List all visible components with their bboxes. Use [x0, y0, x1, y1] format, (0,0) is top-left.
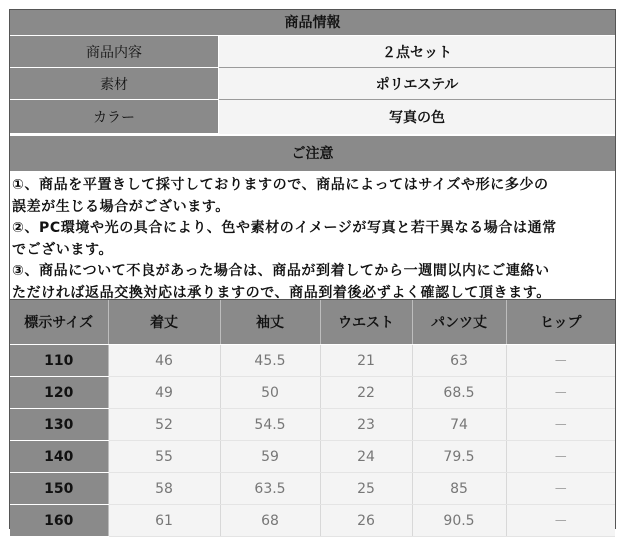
table-row	[10, 345, 615, 377]
measure-cell: 68	[220, 505, 320, 537]
caution-line: ②、PC環境や光の具合により、色や素材のイメージが写真と若干異なる場合は通常	[12, 220, 557, 236]
measure-cell: 74	[412, 409, 506, 441]
measure-cell: －	[506, 441, 615, 473]
size-table	[10, 300, 615, 537]
size-cell: 120	[10, 377, 108, 409]
measure-cell: 25	[320, 473, 412, 505]
info-value: ２点セット	[219, 36, 615, 68]
measure-cell: 90.5	[412, 505, 506, 537]
table-row	[10, 377, 615, 409]
measure-cell: －	[506, 473, 615, 505]
measure-cell: 79.5	[412, 441, 506, 473]
measure-cell: 61	[108, 505, 220, 537]
caution-header: ご注意	[10, 136, 615, 172]
measure-cell: 46	[108, 345, 220, 377]
caution-notes	[10, 172, 615, 300]
table-row	[10, 473, 615, 505]
size-cell: 160	[10, 505, 108, 537]
measure-cell: －	[506, 409, 615, 441]
info-row-color	[10, 100, 615, 134]
measure-cell: 59	[220, 441, 320, 473]
measure-cell: 52	[108, 409, 220, 441]
info-row-material	[10, 68, 615, 100]
size-header-cell: ウエスト	[320, 300, 412, 345]
measure-cell: 26	[320, 505, 412, 537]
table-row	[10, 409, 615, 441]
measure-cell: 49	[108, 377, 220, 409]
measure-cell: 55	[108, 441, 220, 473]
measure-cell: 63	[412, 345, 506, 377]
measure-cell: 50	[220, 377, 320, 409]
measure-cell: 68.5	[412, 377, 506, 409]
measure-cell: 85	[412, 473, 506, 505]
caution-line: でございます。	[12, 241, 114, 258]
table-row	[10, 505, 615, 537]
size-header-cell: パンツ丈	[412, 300, 506, 345]
info-label: カラー	[10, 100, 219, 134]
product-info-header: 商品情報	[10, 10, 615, 36]
measure-cell: 54.5	[220, 409, 320, 441]
measure-cell: 22	[320, 377, 412, 409]
info-row-contents	[10, 36, 615, 68]
measure-cell: 23	[320, 409, 412, 441]
measure-cell: 63.5	[220, 473, 320, 505]
info-value: ポリエステル	[219, 68, 615, 100]
size-cell: 150	[10, 473, 108, 505]
caution-line: ③、商品について不良があった場合は、商品が到着してから一週間以内にご連絡い	[12, 263, 550, 279]
info-label: 素材	[10, 68, 219, 100]
caution-line: ただければ返品交換対応は承りますので、商品到着後必ずよく確認して頂きます。	[12, 284, 551, 301]
caution-line: ①、商品を平置きして採寸しておりますので、商品によってはサイズや形に多少の	[12, 177, 549, 193]
measure-cell: 45.5	[220, 345, 320, 377]
measure-cell: 58	[108, 473, 220, 505]
size-header-cell: 標示サイズ	[10, 300, 108, 345]
measure-cell: 24	[320, 441, 412, 473]
table-row	[10, 441, 615, 473]
caution-line: 誤差が生じる場合がございます。	[12, 198, 230, 215]
info-label: 商品内容	[10, 36, 219, 68]
size-header-row	[10, 300, 615, 345]
product-sheet	[9, 9, 616, 529]
info-value: 写真の色	[219, 100, 615, 134]
size-header-cell: 袖丈	[220, 300, 320, 345]
size-cell: 140	[10, 441, 108, 473]
measure-cell: 21	[320, 345, 412, 377]
size-header-cell: 着丈	[108, 300, 220, 345]
size-cell: 110	[10, 345, 108, 377]
size-header-cell: ヒップ	[506, 300, 615, 345]
size-cell: 130	[10, 409, 108, 441]
measure-cell: －	[506, 505, 615, 537]
measure-cell: －	[506, 377, 615, 409]
measure-cell: －	[506, 345, 615, 377]
